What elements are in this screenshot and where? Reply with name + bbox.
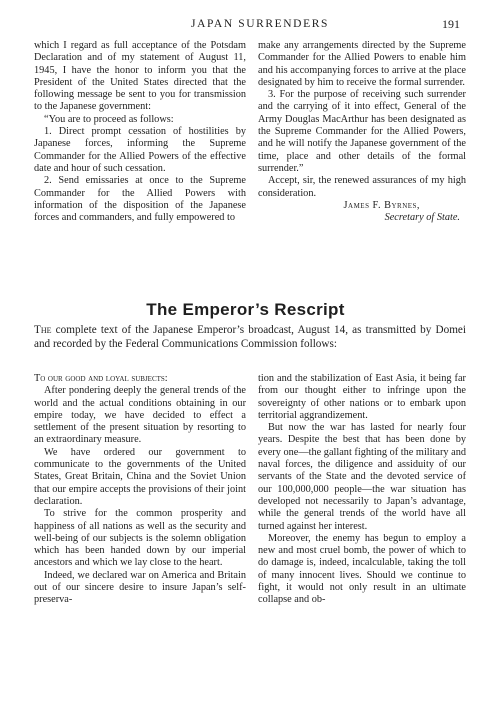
letter-paragraph: Accept, sir, the renewed assurances of my high consideration.: [258, 175, 466, 199]
letter-column-left: [34, 40, 246, 224]
rescript-salutation: To our good and loyal subjects:: [34, 373, 168, 384]
letter-paragraph: 2. Send emissaries at once to the Supreme Commander for the Allied Powers with information of the disposition of the Japanese forces and commanders, and fully empowered to: [34, 175, 246, 224]
rescript-paragraph: To strive for the common prosperity and happiness of all nations as well as the security and well-being of our subjects is the solemn obligation which has been handed down by our imperial ancestors and which we lay close to the heart.: [34, 508, 246, 569]
rescript-paragraph: We have ordered our government to communicate to the governments of the United States, Great Britain, China and the Soviet Union that our empire accepts the provisions of their joint declaration.: [34, 446, 246, 507]
letter-paragraph: 3. For the purpose of receiving such surrender and the carrying of it into effect, General of the Army Douglas MacArthur has been designated as the Supreme Commander for the Allied Powers, and he will notify the Japanese government of the time, place and other details of the formal surrender.”: [258, 89, 466, 174]
letter-paragraph: which I regard as full acceptance of the Potsdam Declaration and of my statement of August 11, 1945, I have the honor to inform you that the President of the United States directed that the following message be sent to you for transmission to the Japanese government:: [34, 40, 246, 113]
rescript-paragraph: Indeed, we declared war on America and Britain out of our sincere desire to insure Japan’s self-preserva-: [34, 569, 246, 606]
rescript-column-right: [258, 373, 466, 607]
letter-column-right: [258, 40, 466, 224]
running-title: JAPAN SURRENDERS: [191, 18, 329, 30]
intro-lead-word: The: [34, 324, 52, 336]
letter-paragraph: “You are to proceed as follows:: [44, 113, 174, 125]
rescript-paragraph: But now the war has lasted for nearly four years. Despite the best that has been done by every one—the gallant fighting of the military and naval forces, the diligence and assiduity of our servants of the State and the devoted service of our 100,000,000 people—the war situation has developed not necessarily to Japan’s advantage, while the general trends of the world have all turned against her interest.: [258, 422, 466, 532]
signature-name: James F. Byrnes,: [343, 199, 420, 211]
rescript-column-left: [34, 373, 246, 607]
letter-paragraph: 1. Direct prompt cessation of hostilities by Japanese forces, informing the Supreme Commander for the Allied Powers of the effective date and hour of such cessation.: [34, 126, 246, 174]
page-number: 191: [442, 17, 460, 31]
rescript-intro: [34, 324, 466, 351]
letter-paragraph: make any arrangements directed by the Supreme Commander for the Allied Powers to enable him and his accompanying forces to arrive at the place designated by him to receive the formal surrender.: [258, 40, 466, 88]
rescript-paragraph: Moreover, the enemy has begun to employ a new and most cruel bomb, the power of which to do damage is, indeed, incalculable, taking the toll of many innocent lives. Should we continue to fight, it would not only result in an ultimate collapse and ob-: [258, 532, 466, 606]
rescript-paragraph: tion and the stabilization of East Asia, it being far from our thought either to infringe upon the sovereignty of other nations or to embark upon territorial aggrandizement.: [258, 373, 466, 421]
section-heading: The Emperor’s Rescript: [146, 300, 345, 319]
rescript-paragraph: After pondering deeply the general trends of the world and the actual conditions obtaining in our empire today, we have decided to effect a settlement of the present situation by resorting to an extraordinary measure.: [34, 385, 246, 446]
signature-title: Secretary of State.: [384, 212, 460, 224]
intro-text: complete text of the Japanese Emperor’s broadcast, August 14, as transmitted by Domei and recorded by the Federal Communications Commission follows:: [34, 324, 466, 350]
